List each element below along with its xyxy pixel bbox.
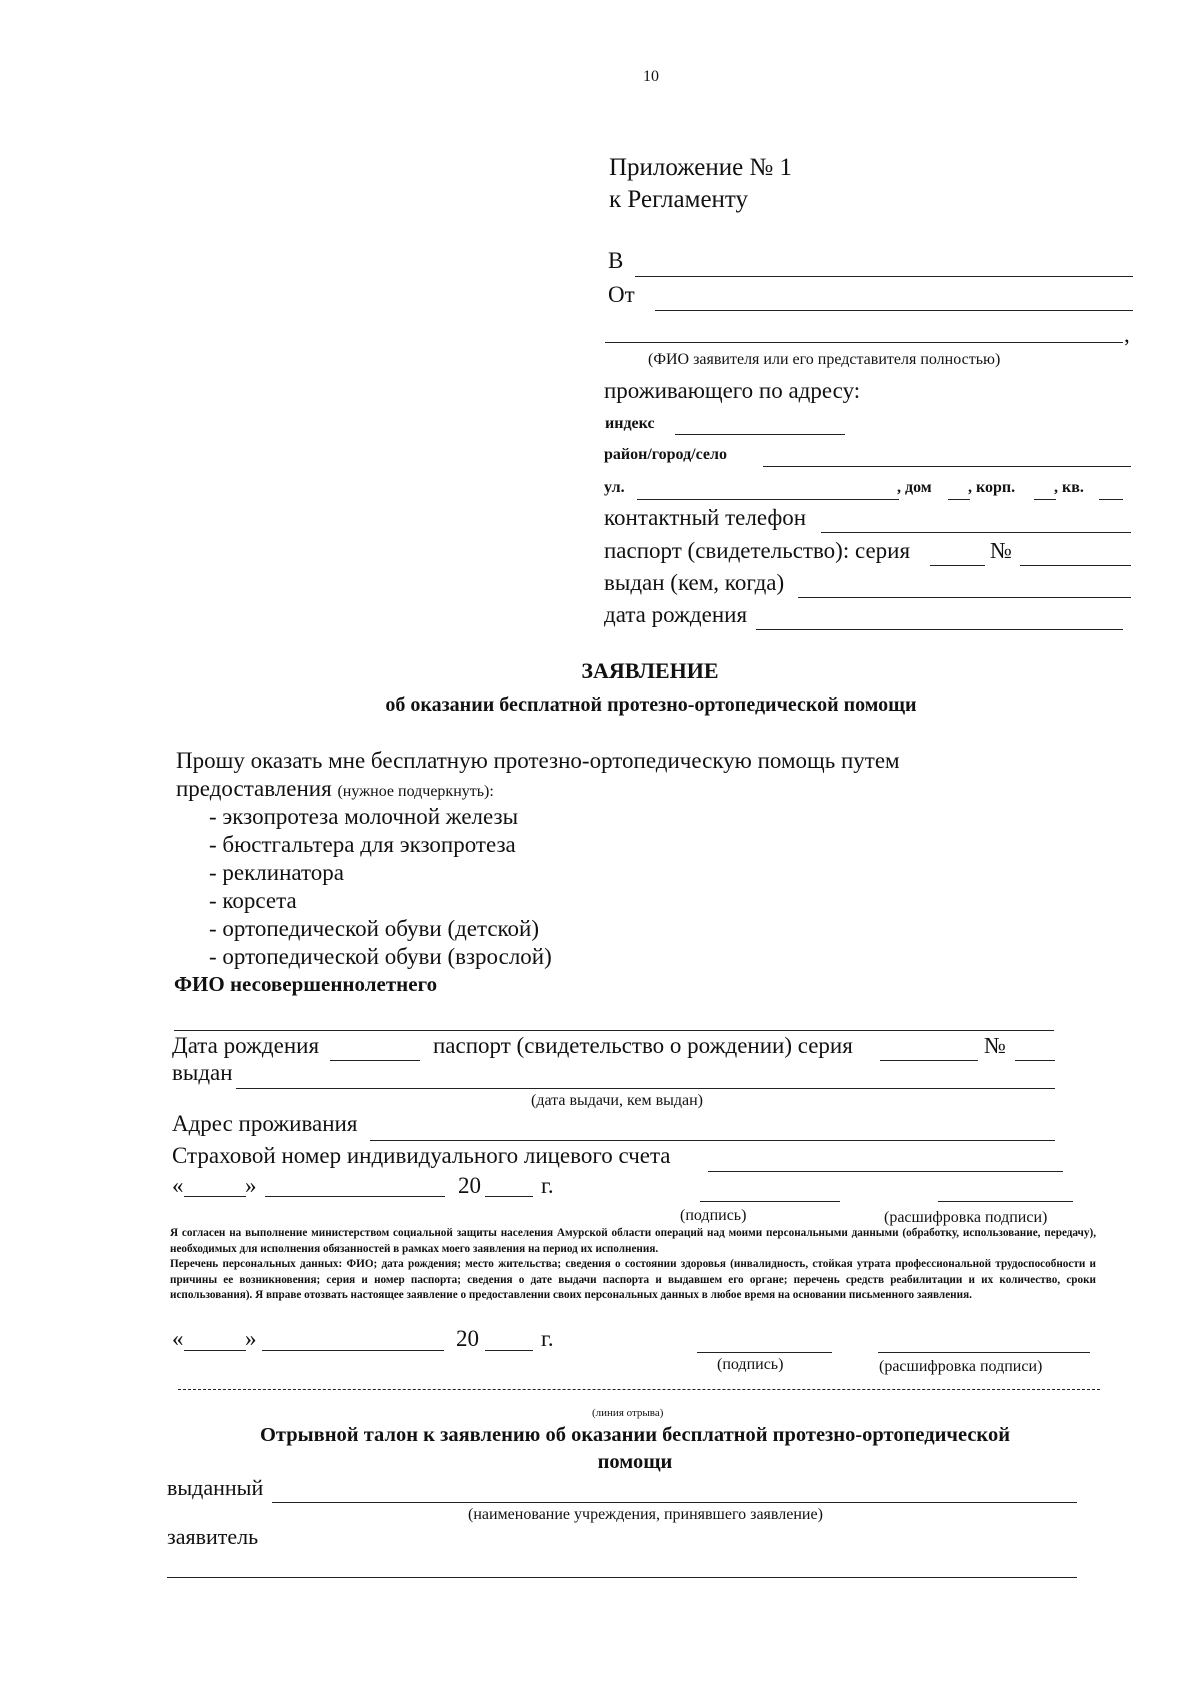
minor-passport-number-line[interactable]: [1015, 1060, 1055, 1061]
minor-fio-label: ФИО несовершеннолетнего: [174, 972, 438, 996]
tear-line: [178, 1389, 1100, 1390]
issued-field-line[interactable]: [798, 597, 1131, 598]
street-label: ул.: [604, 479, 625, 496]
minor-passport-label: паспорт (свидетельство о рождении) серия: [433, 1033, 853, 1058]
tear-line-label: (линия отрыва): [592, 1407, 664, 1419]
birth-field-line[interactable]: [756, 629, 1123, 630]
request-line-2-main: предоставления: [176, 776, 332, 801]
document-title: ЗАЯВЛЕНИЕ: [581, 658, 719, 683]
minor-birth-label: Дата рождения: [172, 1033, 320, 1058]
date-day-line[interactable]: [184, 1196, 246, 1197]
date2-quote-open: «: [172, 1326, 184, 1351]
house-label: , дом: [897, 479, 932, 496]
minor-fio-line[interactable]: [174, 1030, 1054, 1031]
signature-decode-label: (расшифровка подписи): [884, 1209, 1048, 1226]
date2-quote-close: »: [245, 1326, 257, 1351]
from-field-line-2[interactable]: [605, 342, 1123, 343]
district-label: район/город/село: [604, 446, 727, 463]
signature2-label: (подпись): [717, 1356, 784, 1373]
request-item[interactable]: - ортопедической обуви (взрослой): [209, 944, 552, 969]
index-field-line[interactable]: [675, 434, 845, 435]
apt-field-line[interactable]: [1099, 499, 1123, 500]
from-label: От: [608, 282, 635, 307]
date2-month-line[interactable]: [262, 1350, 444, 1351]
consent-paragraph-1: Я согласен на выполнение министерством социальной защиты населения Амурской области операций над моими персональными данными (обработку, использование, передачу), необходимых для исполнения обязанностей в рамках моего заявления на период их исполнения.: [170, 1227, 1096, 1255]
minor-issued-line[interactable]: [236, 1088, 1055, 1089]
date2-year-suffix: г.: [541, 1326, 554, 1351]
stub-issued-label: выданный: [167, 1475, 264, 1500]
minor-issued-label: выдан: [172, 1060, 233, 1085]
request-line-1: Прошу оказать мне бесплатную протезно-ортопедическую помощь путем: [176, 748, 900, 773]
district-field-line[interactable]: [763, 466, 1131, 467]
to-field-line[interactable]: [635, 276, 1133, 277]
date2-day-line[interactable]: [184, 1350, 246, 1351]
signature2-decode-line[interactable]: [878, 1352, 1090, 1353]
signature-label: (подпись): [680, 1207, 747, 1224]
stub-title-line-1: Отрывной талон к заявлению об оказании бесплатной протезно-ортопедической: [259, 1424, 1011, 1446]
minor-passport-series-line[interactable]: [880, 1060, 978, 1061]
passport-number-line[interactable]: [1020, 565, 1131, 566]
birth-label: дата рождения: [604, 602, 748, 627]
request-item[interactable]: - реклинатора: [209, 860, 344, 885]
date-year-prefix: 20: [458, 1173, 481, 1198]
date-quote-open: «: [172, 1173, 184, 1198]
minor-snils-label: Страховой номер индивидуального лицевого счета: [172, 1143, 671, 1168]
minor-number-sign: №: [984, 1033, 1006, 1058]
apt-label: , кв.: [1054, 479, 1084, 496]
trailing-comma: ,: [1124, 322, 1130, 347]
date-year-line[interactable]: [485, 1196, 533, 1197]
from-field-line[interactable]: [655, 310, 1133, 311]
house-field-line[interactable]: [948, 499, 970, 500]
minor-address-label: Адрес проживания: [172, 1111, 358, 1136]
stub-title-line-2: помощи: [597, 1451, 673, 1473]
passport-label: паспорт (свидетельство): серия: [604, 538, 911, 563]
request-line-2-hint: (нужное подчеркнуть):: [337, 783, 494, 800]
date2-year-prefix: 20: [456, 1326, 479, 1351]
signature-line[interactable]: [700, 1201, 840, 1202]
building-field-line[interactable]: [1034, 499, 1056, 500]
index-label: индекс: [605, 415, 655, 432]
issued-label: выдан (кем, когда): [604, 570, 785, 595]
date-quote-close: »: [245, 1173, 257, 1198]
minor-address-line[interactable]: [370, 1140, 1055, 1141]
date2-year-line[interactable]: [485, 1350, 533, 1351]
minor-snils-line[interactable]: [708, 1171, 1063, 1172]
residing-label: проживающего по адресу:: [604, 378, 861, 403]
passport-series-line[interactable]: [930, 565, 985, 566]
minor-birth-line[interactable]: [330, 1060, 420, 1061]
to-label: В: [608, 248, 624, 273]
phone-label: контактный телефон: [604, 505, 807, 530]
phone-field-line[interactable]: [821, 532, 1131, 533]
date-month-line[interactable]: [265, 1196, 445, 1197]
request-line-2: [176, 776, 494, 802]
signature-decode-line[interactable]: [938, 1201, 1073, 1202]
fio-hint: (ФИО заявителя или его представителя полностью): [648, 351, 1001, 368]
consent-paragraph-2: Перечень персональных данных: ФИО; дата рождения; место жительства; сведения о состоянии здоровья (инвалидность, стойкая утрата профессиональной трудоспособности и причины ее возникновения; серия и номер паспорта; сведения о дате выдачи паспорта и выдавшем его органе; перечень средств реабилитации и их количество, сроки использования). Я вправе отозвать настоящее заявление о предоставлении своих персональных данных в любое время на основании письменного заявления.: [170, 1258, 1096, 1301]
request-item[interactable]: - ортопедической обуви (детской): [209, 916, 540, 941]
appendix-subtitle: к Регламенту: [609, 186, 749, 213]
stub-issued-hint: (наименование учреждения, принявшего заявление): [468, 1506, 823, 1523]
street-field-line[interactable]: [637, 499, 899, 500]
minor-issued-hint: (дата выдачи, кем выдан): [531, 1092, 703, 1109]
stub-applicant-label: заявитель: [167, 1524, 259, 1549]
request-item[interactable]: - корсета: [209, 888, 297, 913]
signature2-line[interactable]: [697, 1352, 832, 1353]
document-subtitle: об оказании бесплатной протезно-ортопедической помощи: [385, 694, 917, 716]
date-year-suffix: г.: [541, 1173, 554, 1198]
request-item[interactable]: - бюстгальтера для экзопротеза: [209, 832, 516, 857]
signature2-decode-label: (расшифровка подписи): [879, 1358, 1043, 1375]
passport-number-sign: №: [990, 538, 1012, 563]
request-item[interactable]: - экзопротеза молочной железы: [209, 804, 519, 829]
building-label: , корп.: [968, 479, 1016, 496]
stub-applicant-line[interactable]: [167, 1577, 1077, 1578]
appendix-title: Приложение № 1: [609, 154, 793, 181]
stub-issued-line[interactable]: [272, 1502, 1077, 1503]
page-number: 10: [643, 68, 659, 85]
